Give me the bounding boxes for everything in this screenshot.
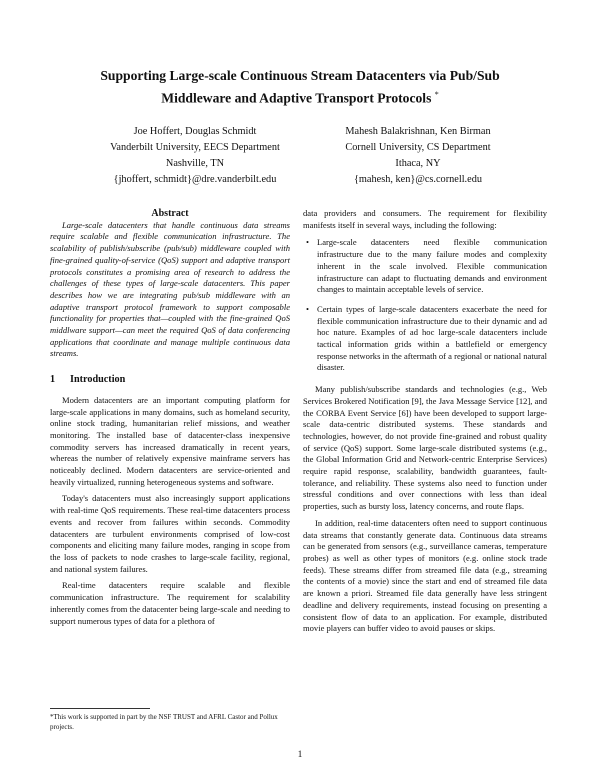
paper-title [60,66,540,108]
abstract-text: Large-scale datacenters that handle continuous data streams require scalable and flexible communication infrastructure. The scalability of publish/subscribe (pub/sub) middleware coupled with fine-grained quality-of-service (QoS) support and adaptive transport protocols constitutes a promising area of research to address the challenges of these types of large-scale datacenters. This paper describes how we are integrating pub/sub middleware with an adaptive transport protocol framework to support composable functionality for properties that—coupled with the fine-grained QoS middlware support—can meet the required QoS of data conferencing applications that coordinate and manage multiple continuous data streams. [50,219,290,359]
intro-paragraph: Real-time datacenters require scalable and flexible communication infrastructure. The requirement for scalability inherently comes from the datacenter being large-scale and needing to support numerous types of data for a plethora of [50,580,290,626]
page-number: 1 [297,750,303,760]
title-footnote-marker: * [434,90,439,99]
title-line-2: Middleware and Adaptive Transport Protocols [161,90,432,106]
author-block-cornell [303,124,533,188]
author-location: Nashville, TN [165,158,225,169]
author-block-vanderbilt [80,124,310,188]
intro-paragraph: Today's datacenters must also increasingly support applications with real-time QoS requirements. These real-time datacenters process events and recover from failures within seconds. Commodity datacenters are turbulent environments comprised of low-cost components and eliciting many failure modes, ranging in scope from the loss of packets to node crashes to large-scale facility, regional, and national system failures. [50,493,290,574]
author-location: Ithaca, NY [395,158,441,169]
body-paragraph: Many publish/subscribe standards and technologies (e.g., Web Services Brokered Notification [9], the Java Message Service [12], and the CORBA Event Service [6]) have been developed to support large-scale data-centric distributed systems. These standards and technologies, however, do not provide fine-grained and robust quality of service (QoS) support. Some large-scale distributed systems (e.g., the Global Information Grid and Network-centric Enterprise Services) require rapid response, scalability, bandwidth guarantees, fault-tolerance, and reliability. These systems also need to function under stressful conditions and over connections with less than ideal properties, such as bursty loss, latency concerns, and route flaps. [303,384,547,512]
bullet-icon: • [306,303,309,314]
footnote-divider [50,708,150,709]
author-names: Joe Hoffert, Douglas Schmidt [133,126,257,137]
list-item [303,237,547,296]
list-item [303,304,547,374]
author-affiliation: Vanderbilt University, EECS Department [110,142,280,153]
continued-paragraph: data providers and consumers. The requirement for flexibility manifests itself in several ways, including the following: [303,208,547,230]
section-number: 1 [50,374,56,386]
author-affiliation: Cornell University, CS Department [345,142,491,153]
author-email: {mahesh, ken}@cs.cornell.edu [353,174,483,185]
section-heading [50,374,290,386]
body-paragraph: In addition, real-time datacenters often need to support continuous data streams that constantly generate data. Continuous data streams can be generated from sensors (e.g., surveillance cameras, temperature probes) as well as other types of monitors (e.g. online stock trade feeds). These streams differ from streamed file data (e.g., streaming the contents of a movie) since the start and end of streamed file data are known a priori. Streamed file data generally have less stringent deadline and delivery requirements, instead focusing on presenting a consistent flow of data to an application. For example, distributed movie players can buffer video to avoid pauses or skips. [303,517,547,634]
intro-paragraph: Modern datacenters are an important computing platform for large-scale applications in many domains, such as homeland security, online stock trading, humanitarian relief missions, and weather monitoring. The installed base of datacenter-class inexpensive commodity servers has increased dramatically in recent years, whereas the number of relatively expensive mainframe servers has noticeably declined. Modern datacenters are service-oriented and heavily virtualized, running heterogeneous systems and software. [50,394,290,487]
right-column [303,208,547,635]
left-column [50,208,290,627]
author-names: Mahesh Balakrishnan, Ken Birman [345,126,491,137]
abstract-heading: Abstract [151,208,189,219]
list-item-text: Large-scale datacenters need flexible communication infrastructure due to the many failure modes and complexity inherent in the scale involved. Flexible communication infrastructure can adapt to fluctuating demands and environment changes to maintain acceptable levels of service. [317,237,547,295]
requirements-list [303,237,547,374]
footnote: *This work is supported in part by the NSF TRUST and AFRL Castor and Pollux projects. [50,713,278,731]
title-line-1: Supporting Large-scale Continuous Stream Datacenters via Pub/Sub [100,68,500,83]
bullet-icon: • [306,237,309,248]
section-title: Introduction [70,374,126,386]
list-item-text: Certain types of large-scale datacenters exacerbate the need for flexible communication infrastructure due to their dynamic and ad hoc nature. Examples of ad hoc large-scale datacenters include tactical information grids within a battlefield or emergency response networks in the aftermath of a regional or national natural disaster. [317,303,547,373]
author-email: {jhoffert, schmidt}@dre.vanderbilt.edu [113,174,277,185]
